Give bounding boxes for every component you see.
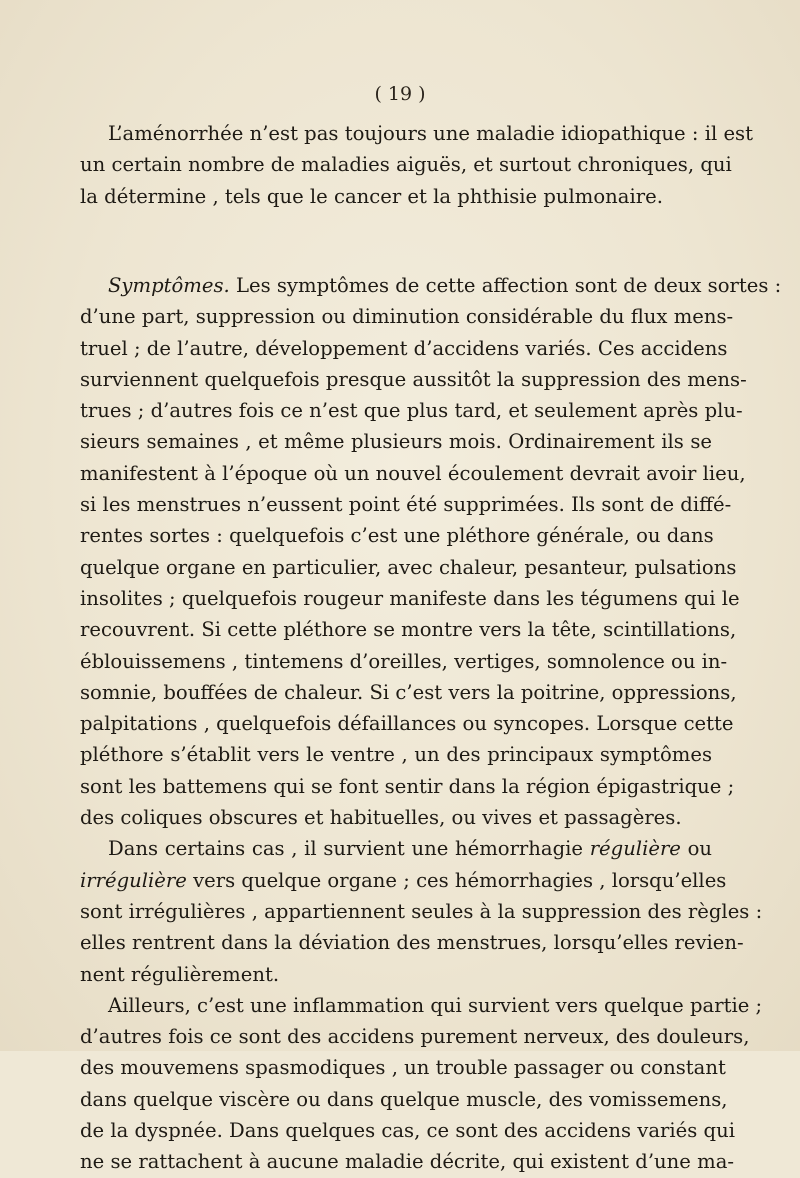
text-fragment: vers quelque organe ; ces hémorrhagies , lorsqu’elles <box>186 868 727 892</box>
text-fragment: Les symptômes de cette affection sont de deux sortes : <box>229 274 782 297</box>
text-line <box>80 833 712 864</box>
text-line: sont irrégulières , appartiennent seules à la suppression des règles : <box>80 899 763 923</box>
text-line: somnie, bouffées de chaleur. Si c’est vers la poitrine, oppressions, <box>80 680 737 704</box>
body-text <box>80 270 782 1178</box>
text-line: L’aménorrhée n’est pas toujours une maladie idiopathique : il est <box>108 122 753 145</box>
text-line: un certain nombre de maladies aiguës, et surtout chroniques, qui <box>80 153 732 177</box>
text-line: des coliques obscures et habituelles, ou vives et passagères. <box>80 806 682 830</box>
text-line: quelque organe en particulier, avec chaleur, pesanteur, pulsations <box>80 555 737 579</box>
text-line: ne se rattachent à aucune maladie décrite, qui existent d’une ma- <box>80 1150 734 1174</box>
text-line: dans quelque viscère ou dans quelque muscle, des vomissemens, <box>80 1087 728 1111</box>
text-line: d’autres fois ce sont des accidens purement nerveux, des douleurs, <box>80 1025 750 1049</box>
emphasis-irreguliere: irrégulière <box>80 868 187 892</box>
text-line: si les menstrues n’eussent point été supprimées. Ils sont de diffé- <box>80 493 732 517</box>
text-line: des mouvemens spasmodiques , un trouble passager ou constant <box>80 1056 726 1080</box>
text-line-symptoms-heading <box>80 270 782 301</box>
text-line <box>80 865 727 896</box>
text-line: palpitations , quelquefois défaillances ou syncopes. Lorsque cette <box>80 712 734 736</box>
text-line: d’une part, suppression ou diminution considérable du flux mens- <box>80 305 734 329</box>
text-line: manifestent à l’époque où un nouvel écoulement devrait avoir lieu, <box>80 461 746 485</box>
text-line: insolites ; quelquefois rougeur manifeste dans les tégumens qui le <box>80 586 740 610</box>
emphasis-reguliere: régulière <box>589 837 681 861</box>
text-line: recouvrent. Si cette pléthore se montre vers la tête, scintillations, <box>80 618 737 642</box>
page-number: ( 19 ) <box>374 83 426 105</box>
text-line: truel ; de l’autre, développement d’accidens variés. Ces accidens <box>80 336 728 360</box>
text-line: Ailleurs, c’est une inflammation qui survient vers quelque partie ; <box>108 993 763 1017</box>
text-line: nent régulièrement. <box>80 962 280 986</box>
section-heading-symptomes: Symptômes. <box>108 274 230 297</box>
text-line: sont les battemens qui se font sentir dans la région épigastrique ; <box>80 774 735 798</box>
text-line: rentes sortes : quelquefois c’est une pléthore générale, ou dans <box>80 524 714 548</box>
text-line: elles rentrent dans la déviation des menstrues, lorsqu’elles revien- <box>80 931 744 955</box>
text-line: trues ; d’autres fois ce n’est que plus tard, et seulement après plu- <box>80 399 743 423</box>
text-line: éblouissemens , tintemens d’oreilles, vertiges, somnolence ou in- <box>80 649 728 673</box>
paragraph-etiology <box>80 118 753 212</box>
text-fragment: ou <box>680 837 712 861</box>
text-fragment: Dans certains cas , il survient une hémorrhagie <box>108 837 590 861</box>
text-line: de la dyspnée. Dans quelques cas, ce sont des accidens variés qui <box>80 1119 735 1143</box>
text-line: sieurs semaines , et même plusieurs mois. Ordinairement ils se <box>80 430 712 454</box>
text-line: pléthore s’établit vers le ventre , un des principaux symptômes <box>80 743 712 767</box>
text-line: la détermine , tels que le cancer et la phthisie pulmonaire. <box>80 184 663 208</box>
text-line: surviennent quelquefois presque aussitôt la suppression des mens- <box>80 367 747 391</box>
